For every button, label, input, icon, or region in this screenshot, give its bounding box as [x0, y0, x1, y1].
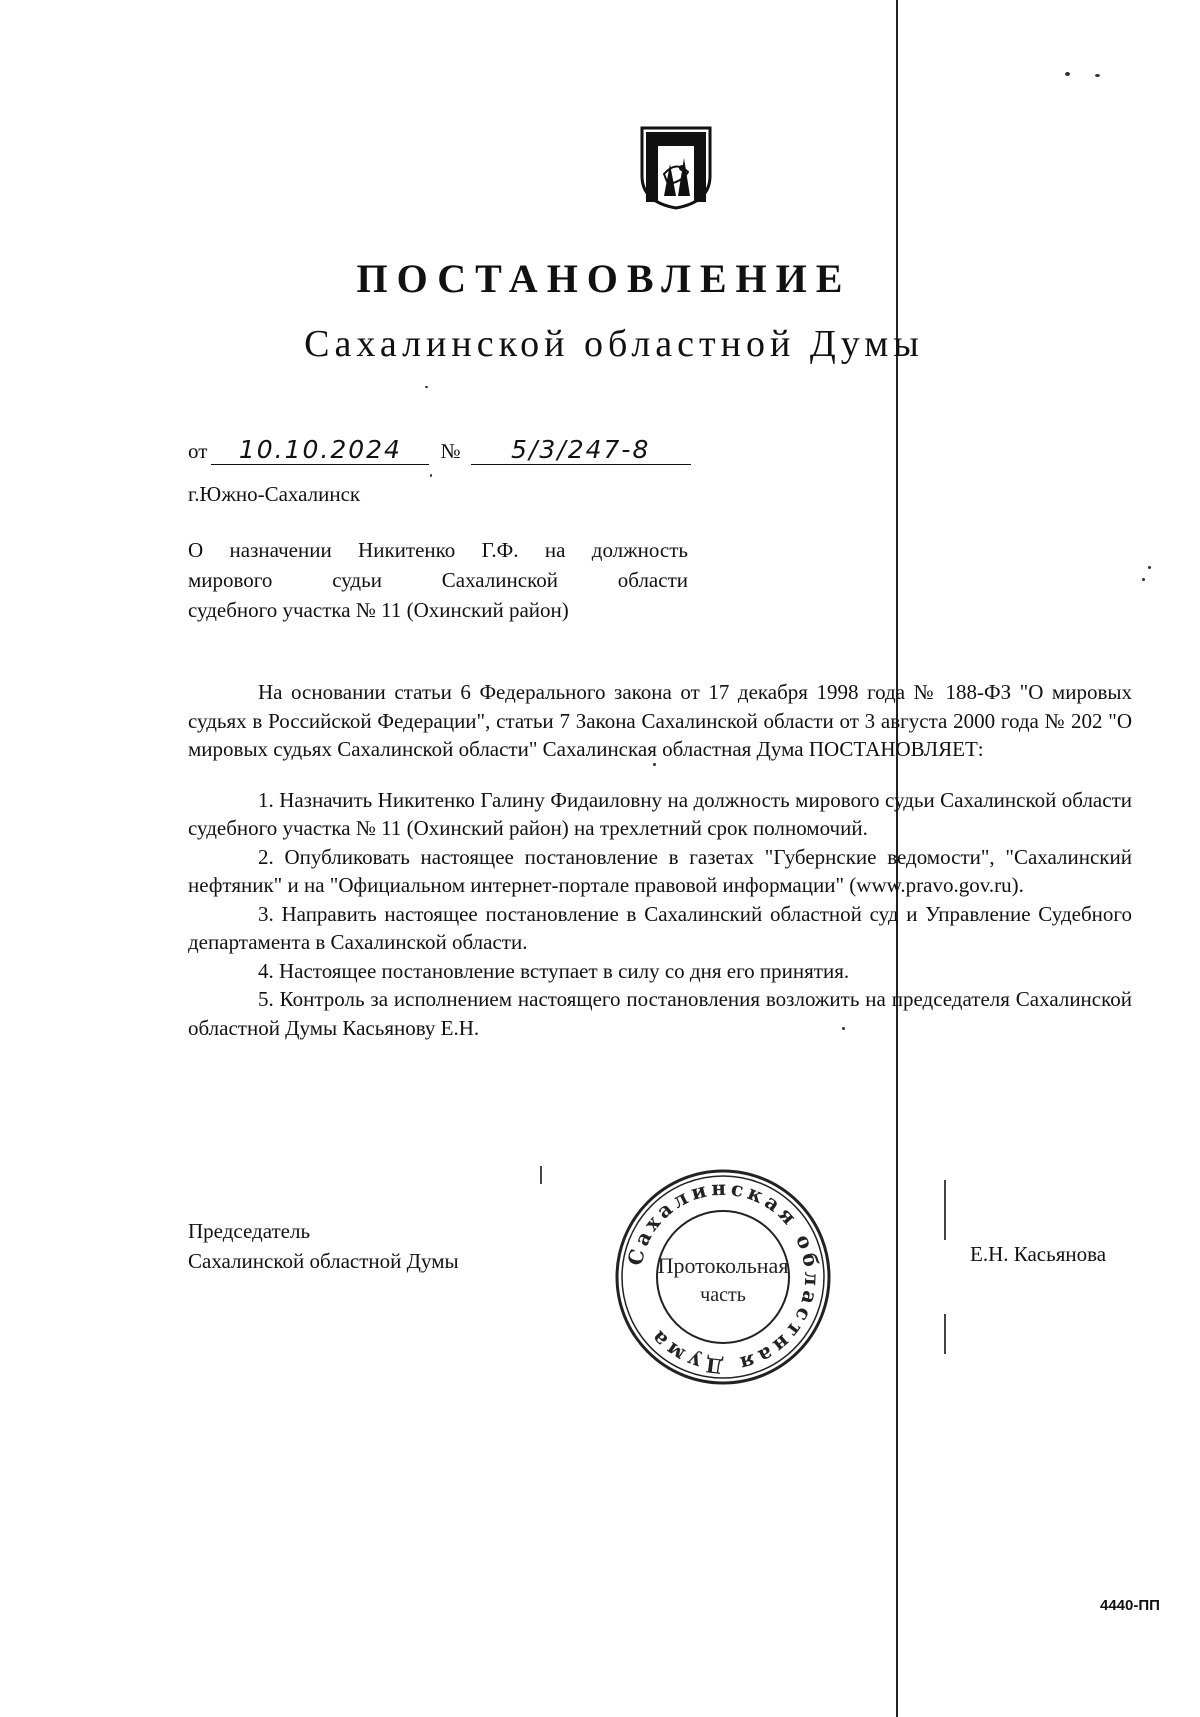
signatory-name: Е.Н. Касьянова	[970, 1242, 1107, 1266]
document-subtitle: Сахалинской областной Думы	[304, 323, 924, 365]
resolution-item: 4. Настоящее постановление вступает в силу со дня его принятия.	[258, 958, 850, 983]
page-code: 4440-ПП	[1100, 1597, 1160, 1614]
scan-mark	[944, 1180, 946, 1240]
scan-speck	[1065, 72, 1070, 76]
official-seal-stamp	[612, 1166, 834, 1388]
resolution-item: 2. Опубликовать настоящее постановление в газетах "Губернские ведомости", "Сахалинский нефтяник" и на "Официальном интернет-портале правовой информации" (www.pravo.gov.ru).	[188, 844, 1132, 897]
subject-block	[188, 535, 688, 625]
coat-of-arms-emblem-icon	[638, 124, 714, 210]
subject-line: О назначении Никитенко Г.Ф. на должность	[188, 538, 688, 562]
scan-speck	[653, 763, 656, 766]
position-line: Председатель	[188, 1219, 311, 1243]
number-prefix: №	[440, 439, 461, 463]
resolution-item: 5. Контроль за исполнением настоящего постановления возложить на председателя Сахалинской областной Думы Касьянову Е.Н.	[188, 987, 1132, 1040]
seal-center-line: Протокольная	[657, 1253, 789, 1278]
date-prefix: от	[188, 439, 208, 463]
scan-speck	[1142, 578, 1145, 581]
document-title: ПОСТАНОВЛЕНИЕ	[356, 256, 852, 301]
handwritten-date: 10.10.2024	[211, 436, 429, 465]
subject-line: судебного участка № 11 (Охинский район)	[188, 598, 569, 622]
scan-speck	[425, 386, 428, 388]
resolution-item: 3. Направить настоящее постановление в Сахалинский областной суд и Управление Судебного департамента в Сахалинской области.	[188, 901, 1132, 954]
scan-speck	[1148, 566, 1151, 569]
scan-mark	[944, 1314, 946, 1354]
scan-speck	[430, 474, 432, 477]
registration-line	[188, 436, 691, 465]
subject-line: мирового судьи Сахалинской области	[188, 568, 688, 592]
signatory-position	[188, 1216, 459, 1276]
scan-mark	[540, 1166, 542, 1184]
position-line: Сахалинской областной Думы	[188, 1249, 459, 1273]
document-body	[188, 678, 1132, 1042]
preamble-paragraph: На основании статьи 6 Федерального закона от 17 декабря 1998 года № 188-ФЗ "О мировых судьях в Российской Федерации", статьи 7 Закона Сахалинской области от 3 августа 2000 года № 202 "О мировых судьях Сахалинской области" Сахалинская областная Дума ПОСТАНОВЛЯЕТ:	[188, 680, 1132, 761]
seal-ring-text: Сахалинская областная Дума	[622, 1175, 825, 1379]
city-line: г.Южно-Сахалинск	[188, 482, 361, 506]
scan-speck	[842, 1027, 845, 1030]
resolution-item: 1. Назначить Никитенко Галину Фидаиловну на должность мирового судьи Сахалинской области судебного участка № 11 (Охинский район) на трехлетний срок полномочий.	[188, 787, 1132, 840]
seal-center-line: часть	[700, 1284, 746, 1306]
scan-speck	[1095, 74, 1100, 77]
handwritten-number: 5/3/247-8	[471, 436, 691, 465]
